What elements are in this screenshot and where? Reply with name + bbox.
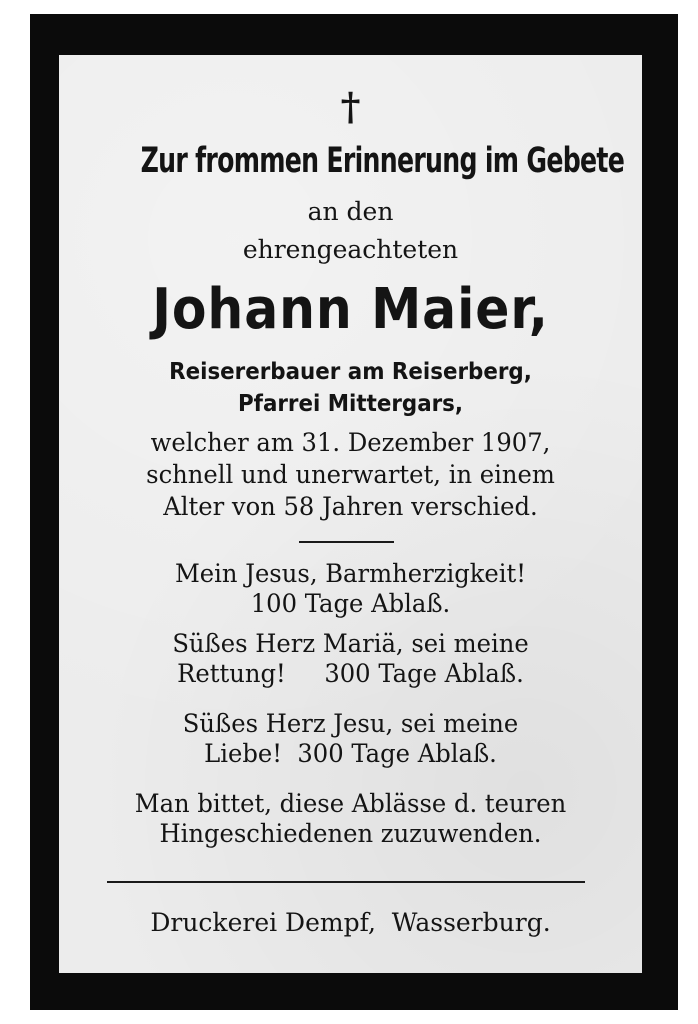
prayer-1-line-2: 100 Tage Ablaß. — [250, 589, 451, 618]
honorific-line: ehrengeachteten — [242, 235, 459, 264]
dedication-line: an den — [307, 197, 394, 226]
card-heading: Zur frommen Erinnerung im Gebete — [140, 141, 625, 181]
request-line-1: Man bittet, diese Ablässe d. teuren — [134, 789, 567, 818]
prayer-2-line-1: Süßes Herz Mariä, sei meine — [172, 629, 529, 658]
occupation-line: Reisererbauer am Reiserberg, — [169, 359, 532, 385]
card-paper — [59, 55, 642, 973]
prayer-1-line-1: Mein Jesus, Barmherzigkeit! — [174, 559, 527, 588]
prayer-2-line-2: Rettung! 300 Tage Ablaß. — [177, 659, 524, 688]
parish-line: Pfarrei Mittergars, — [237, 391, 464, 417]
printer-imprint: Druckerei Dempf, Wasserburg. — [150, 908, 551, 937]
cross-icon: † — [340, 84, 361, 129]
prayer-3-line-1: Süßes Herz Jesu, sei meine — [182, 709, 519, 738]
memorial-card — [30, 14, 678, 1010]
death-date-line: welcher am 31. Dezember 1907, — [150, 428, 551, 457]
deceased-name: Johann Maier, — [152, 277, 549, 342]
request-line-2: Hingeschiedenen zuzuwenden. — [159, 819, 542, 848]
death-age-line: Alter von 58 Jahren verschied. — [163, 492, 538, 521]
death-circumstance-line: schnell und unerwartet, in einem — [146, 460, 555, 489]
footer-divider — [107, 881, 585, 883]
prayer-3-line-2: Liebe! 300 Tage Ablaß. — [204, 739, 497, 768]
short-divider — [299, 541, 394, 543]
